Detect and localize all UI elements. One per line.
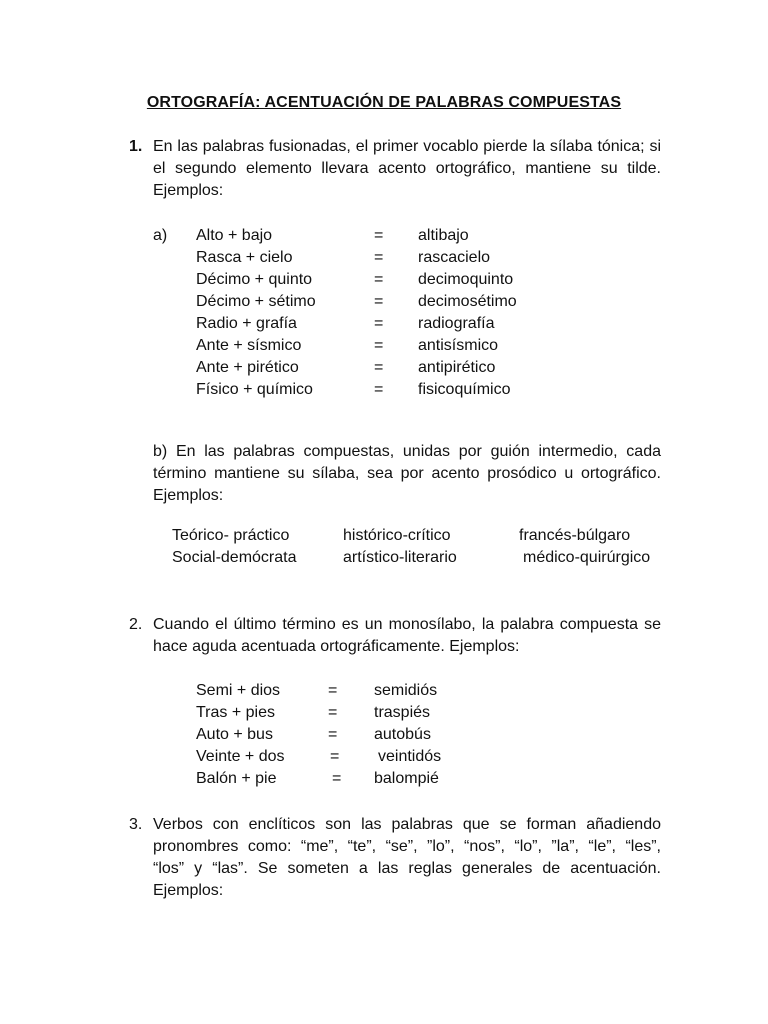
sub-a-row [0,291,768,313]
section-2-row [0,746,768,768]
section-1-line: Ejemplos: [153,182,224,199]
section-2-number: 2. [129,616,143,633]
sub-a-right: radiografía [418,315,495,332]
sub-a-right: decimosétimo [418,293,517,310]
section-2-row [0,680,768,702]
section-2-right: traspiés [374,704,431,721]
sub-a-row [0,269,768,291]
sub-a-row [0,225,768,247]
section-1-line: En las palabras fusionadas, el primer vocablo pierde la sílaba tónica; si [153,138,661,155]
sub-a-right: fisicoquímico [418,381,511,398]
sub-a-eq: = [374,227,384,244]
section-1-number: 1. [129,138,143,155]
sub-a-right: antipirético [418,359,496,376]
section-2-right: veintidós [378,748,442,765]
section-3-line: “los” y “las”. Se someten a las reglas generales de acentuación. [153,860,661,877]
sub-a-left: Radio + grafía [196,315,297,332]
section-1-paragraph [153,136,661,202]
section-2-row [0,702,768,724]
section-2-paragraph [153,614,661,658]
sub-a-eq: = [374,381,384,398]
section-2-right: semidiós [374,682,438,699]
sub-a-left: Rasca + cielo [196,249,293,266]
sub-a-eq: = [374,293,384,310]
section-2-row [0,768,768,790]
section-2-line: hace aguda acentuada ortográficamente. Ejemplos: [153,638,520,655]
section-2-eq: = [328,682,338,699]
sub-a-eq: = [374,271,384,288]
section-2-eq: = [332,770,342,787]
sub-a-left: Décimo + sétimo [196,293,316,310]
section-2-eq: = [330,748,340,765]
sub-a-right: decimoquinto [418,271,514,288]
sub-a-eq: = [374,359,384,376]
sub-a-eq: = [374,337,384,354]
sub-a-eq: = [374,249,384,266]
sub-b-example: francés-búlgaro [519,527,631,544]
section-2-left: Auto + bus [196,726,273,743]
sub-b-line: término mantiene su sílaba, sea por acento prosódico u ortográfico. [153,465,661,482]
sub-a-left: Físico + químico [196,381,313,398]
section-3-line: pronombres como: “me”, “te”, “se”, ”lo”, “nos”, “lo”, ”la”, “le”, “les”, [153,838,661,855]
section-2-right: autobús [374,726,431,743]
section-3-line: Verbos con enclíticos son las palabras que se forman añadiendo [153,816,661,833]
section-2-line: Cuando el último término es un monosílabo, la palabra compuesta se [153,616,661,633]
section-3-paragraph [153,814,661,902]
sub-a-label: a) [153,227,168,244]
sub-a-left: Alto + bajo [196,227,273,244]
section-1-line: el segundo elemento llevara acento ortográfico, mantiene su tilde. [153,160,661,177]
sub-a-row [0,313,768,335]
section-2-row [0,724,768,746]
sub-b-example-row [0,525,768,547]
sub-a-left: Ante + sísmico [196,337,302,354]
sub-a-eq: = [374,315,384,332]
sub-b-example: Social-demócrata [172,549,297,566]
section-2-left: Balón + pie [196,770,277,787]
sub-a-right: rascacielo [418,249,491,266]
section-2-left: Semi + dios [196,682,281,699]
section-3-number: 3. [129,816,143,833]
sub-b-example: histórico-crítico [343,527,451,544]
sub-a-right: altibajo [418,227,469,244]
section-2-left: Veinte + dos [196,748,285,765]
sub-b-example: artístico-literario [343,549,457,566]
sub-a-right: antisísmico [418,337,499,354]
sub-b-example-row [0,547,768,569]
section-2-left: Tras + pies [196,704,275,721]
page-title: ORTOGRAFÍA: ACENTUACIÓN DE PALABRAS COMPUESTAS [146,94,622,111]
section-3-line: Ejemplos: [153,882,224,899]
sub-b-line: Ejemplos: [153,487,224,504]
sub-b-paragraph [153,441,661,507]
sub-b-example: médico-quirúrgico [523,549,651,566]
section-2-eq: = [328,726,338,743]
sub-a-row [0,357,768,379]
sub-a-row [0,247,768,269]
sub-a-left: Décimo + quinto [196,271,313,288]
sub-a-left: Ante + pirético [196,359,299,376]
sub-b-example: Teórico- práctico [172,527,290,544]
sub-b-line: b) En las palabras compuestas, unidas por guión intermedio, cada [153,443,661,460]
section-2-right: balompié [374,770,439,787]
sub-a-row [0,335,768,357]
section-2-eq: = [328,704,338,721]
sub-a-row [0,379,768,401]
